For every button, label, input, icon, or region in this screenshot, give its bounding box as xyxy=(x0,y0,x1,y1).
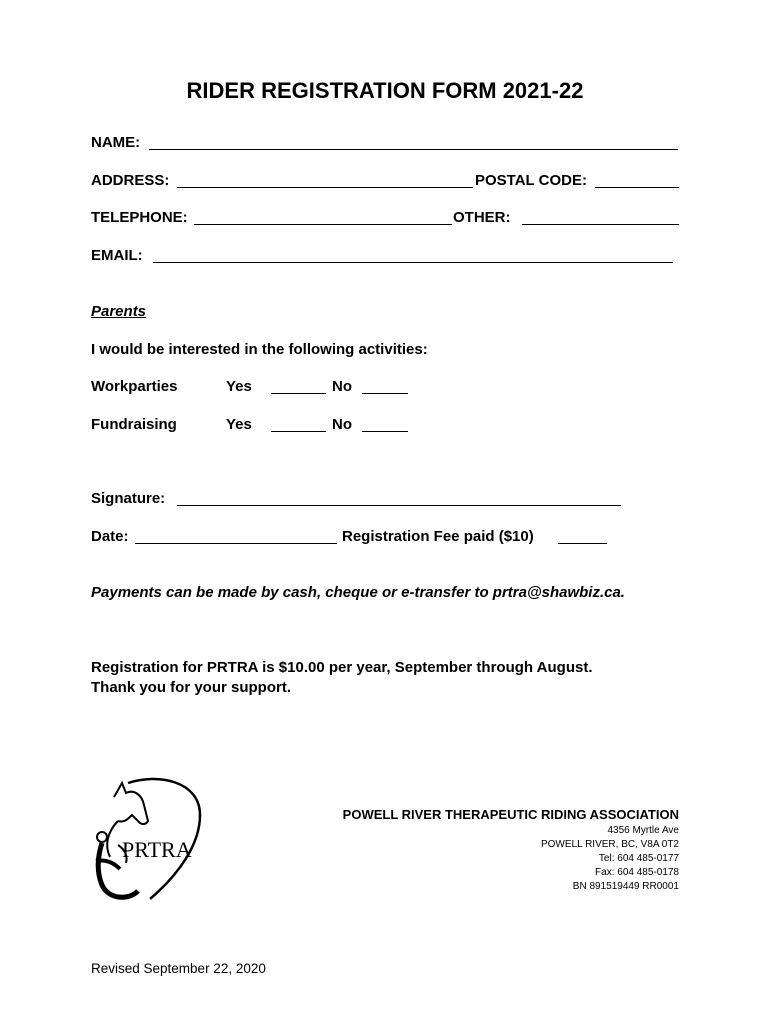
name-field[interactable] xyxy=(149,149,678,150)
org-city: POWELL RIVER, BC, V8A 0T2 xyxy=(540,839,679,850)
activity-name: Workparties xyxy=(91,378,178,395)
fundraising-yes-field[interactable] xyxy=(271,431,326,432)
revision-date: Revised September 22, 2020 xyxy=(91,961,266,976)
email-label: EMAIL: xyxy=(91,247,143,264)
payment-note: Payments can be made by cash, cheque or e-transfer to prtra@shawbiz.ca. xyxy=(91,584,625,601)
address-label: ADDRESS: xyxy=(91,172,170,189)
form-title: RIDER REGISTRATION FORM 2021-22 xyxy=(186,78,584,103)
other-field[interactable] xyxy=(522,224,679,225)
address-field[interactable] xyxy=(177,187,473,188)
postal-code-field[interactable] xyxy=(595,187,679,188)
workparties-yes-field[interactable] xyxy=(271,393,326,394)
org-bn: BN 891519449 RR0001 xyxy=(572,881,679,892)
parents-heading: Parents xyxy=(91,303,147,320)
registration-line: Registration for PRTRA is $10.00 per year, September through August. xyxy=(91,659,593,676)
activities-intro: I would be interested in the following activities: xyxy=(91,341,428,358)
signature-label: Signature: xyxy=(91,490,166,507)
telephone-field[interactable] xyxy=(194,224,452,225)
org-fax: Fax: 604 485-0178 xyxy=(595,867,679,878)
yes-label: Yes xyxy=(226,378,252,395)
no-label: No xyxy=(332,378,352,395)
date-field[interactable] xyxy=(135,543,337,544)
logo-text: PRTRA xyxy=(122,837,192,862)
activity-name: Fundraising xyxy=(91,416,177,433)
organization-name: POWELL RIVER THERAPEUTIC RIDING ASSOCIATION xyxy=(342,807,679,822)
fee-field[interactable] xyxy=(558,543,607,544)
thank-you-line: Thank you for your support. xyxy=(91,679,292,696)
signature-field[interactable] xyxy=(177,505,621,506)
name-label: NAME: xyxy=(91,134,141,151)
fundraising-no-field[interactable] xyxy=(362,431,408,432)
fee-label: Registration Fee paid ($10) xyxy=(342,528,534,545)
org-address: 4356 Myrtle Ave xyxy=(607,825,679,836)
date-label: Date: xyxy=(91,528,129,545)
other-label: OTHER: xyxy=(453,209,511,226)
no-label: No xyxy=(332,416,352,433)
org-telephone: Tel: 604 485-0177 xyxy=(598,853,679,864)
yes-label: Yes xyxy=(226,416,252,433)
email-field[interactable] xyxy=(153,262,673,263)
telephone-label: TELEPHONE: xyxy=(91,209,188,226)
postal-code-label: POSTAL CODE: xyxy=(475,172,587,189)
workparties-no-field[interactable] xyxy=(362,393,408,394)
prtra-logo xyxy=(88,775,208,905)
